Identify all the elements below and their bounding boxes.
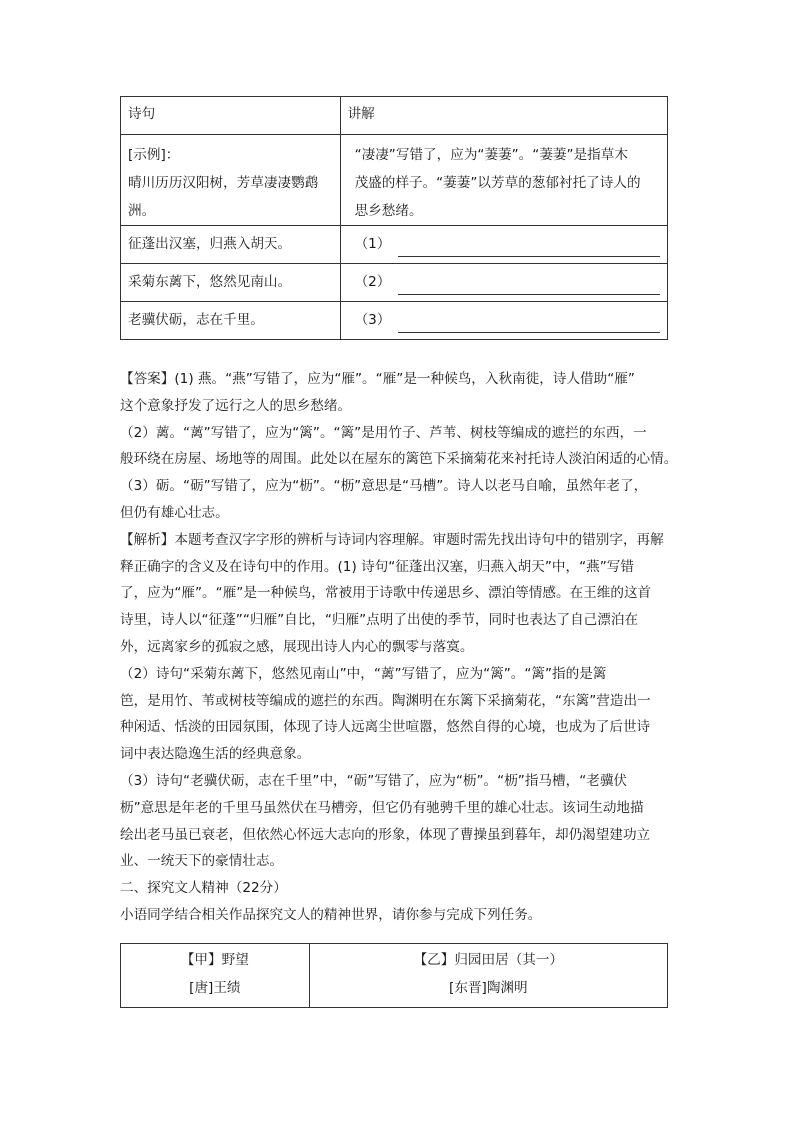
header-explanation: 讲解 <box>347 106 375 122</box>
header-poem: 诗句 <box>128 106 156 122</box>
text-line: 枥”意思是年老的千里马虽然伏在马槽旁，但它仍有驰骋千里的雄心壮志。该词生动地描 <box>120 799 644 816</box>
blank-number: （2） <box>354 274 391 290</box>
table-row <box>121 264 668 302</box>
blank-number: （1） <box>354 236 391 252</box>
text-line: （2）蓠。“蓠”写错了，应为“篱”。“篱”是用竹子、芦苇、树枝等编成的遮拦的东西，一 <box>120 424 647 441</box>
text-line: 种闲适、恬淡的田园氛围，体现了诗人远离尘世喧嚣，悠然自得的心境，也成为了后世诗 <box>120 719 651 736</box>
text-line: 但仍有雄心壮志。 <box>120 504 229 521</box>
answer-blank[interactable] <box>398 238 660 257</box>
table-header-row <box>121 97 668 135</box>
text-line: 笆，是用竹、苇或树枝等编成的遮拦的东西。陶渊明在东篱下采摘菊花，“东篱”营造出一 <box>120 692 651 709</box>
text-line: （3）砺。“砺”写错了，应为“枥”。“枥”意思是“马槽”。诗人以老马自喻，虽然年老了， <box>120 478 648 495</box>
answer-blank[interactable] <box>398 276 660 295</box>
table-row <box>121 944 668 1008</box>
blank-number: （3） <box>354 312 391 328</box>
section-heading: 二、探究文人精神（22分） <box>120 880 287 897</box>
answer-analysis-text <box>120 366 680 929</box>
example-row <box>121 135 668 226</box>
example-explanation-line: 思乡愁绪。 <box>354 203 423 219</box>
poem-author-jia: [唐]王绩 <box>189 980 241 996</box>
text-line: （2）诗句“采菊东蓠下，悠然见南山”中，“蓠”写错了，应为“篱”。“篱”指的是篱 <box>120 665 607 682</box>
text-line: 词中表达隐逸生活的经典意象。 <box>120 746 311 763</box>
section-instruction: 小语同学结合相关作品探究文人的精神世界，请你参与完成下列任务。 <box>120 906 542 923</box>
answer-blank[interactable] <box>398 314 660 333</box>
table-row <box>121 302 668 340</box>
text-line: （3）诗句“老骥伏砺，志在千里”中，“砺”写错了，应为“枥”。“枥”指马槽，“老骥伏 <box>120 772 628 789</box>
text-line: 释正确字的含义及在诗句中的作用。(1) 诗句“征蓬出汉塞，归燕入胡天”中，“燕”写错 <box>120 558 634 575</box>
text-line: 绘出老马虽已衰老，但依然心怀远大志向的形象，体现了曹操虽到暮年，却仍渴望建功立 <box>120 826 651 843</box>
text-line: 般环绕在房屋、场地等的周围。此处以在屋东的篱笆下采摘菊花来衬托诗人淡泊闲适的心情。 <box>120 451 678 468</box>
poem-title-yi: 【乙】归园田居（其一） <box>413 952 564 968</box>
table-row <box>121 226 668 264</box>
text-line: 这个意象抒发了远行之人的思乡愁绪。 <box>120 397 352 414</box>
poem-line: 老骥伏砺，志在千里。 <box>128 312 264 328</box>
text-line: 业、一统天下的豪情壮志。 <box>120 853 284 870</box>
text-line: 外，远离家乡的孤寂之感，展现出诗人内心的飘零与落寞。 <box>120 638 474 655</box>
example-poem-line: 洲。 <box>128 203 156 219</box>
poem-author-yi: [东晋]陶渊明 <box>449 980 528 996</box>
text-line: 【答案】(1) 燕。“燕”写错了，应为“雁”。“雁”是一种候鸟，入秋南徙，诗人借助“雁” <box>120 371 635 387</box>
example-explanation-line: 茂盛的样子。“萋萋”以芳草的葱郁衬托了诗人的 <box>354 175 641 191</box>
text-line: 了，应为“雁”。“雁”是一种候鸟，常被用于诗歌中传递思乡、漂泊等情感。在王维的这首 <box>120 585 652 602</box>
poem-title-table <box>120 943 668 1008</box>
example-label: [示例]： <box>128 147 180 163</box>
poem-line: 采菊东蓠下，悠然见南山。 <box>128 274 292 290</box>
text-line: 【解析】本题考查汉字字形的辨析与诗词内容理解。审题时需先找出诗句中的错别字，再解 <box>120 531 664 548</box>
example-poem-line: 晴川历历汉阳树，芳草凄凄鹦鹉 <box>128 175 319 191</box>
poem-title-jia: 【甲】野望 <box>180 952 249 968</box>
example-explanation-line: “凄凄”写错了，应为“萋萋”。“萋萋”是指草木 <box>354 147 628 163</box>
poem-correction-table <box>120 96 668 340</box>
poem-line: 征蓬出汉塞，归燕入胡天。 <box>128 236 292 252</box>
text-line: 诗里，诗人以“征蓬”“归雁”自比，“归雁”点明了出使的季节，同时也表达了自己漂泊在 <box>120 612 639 629</box>
